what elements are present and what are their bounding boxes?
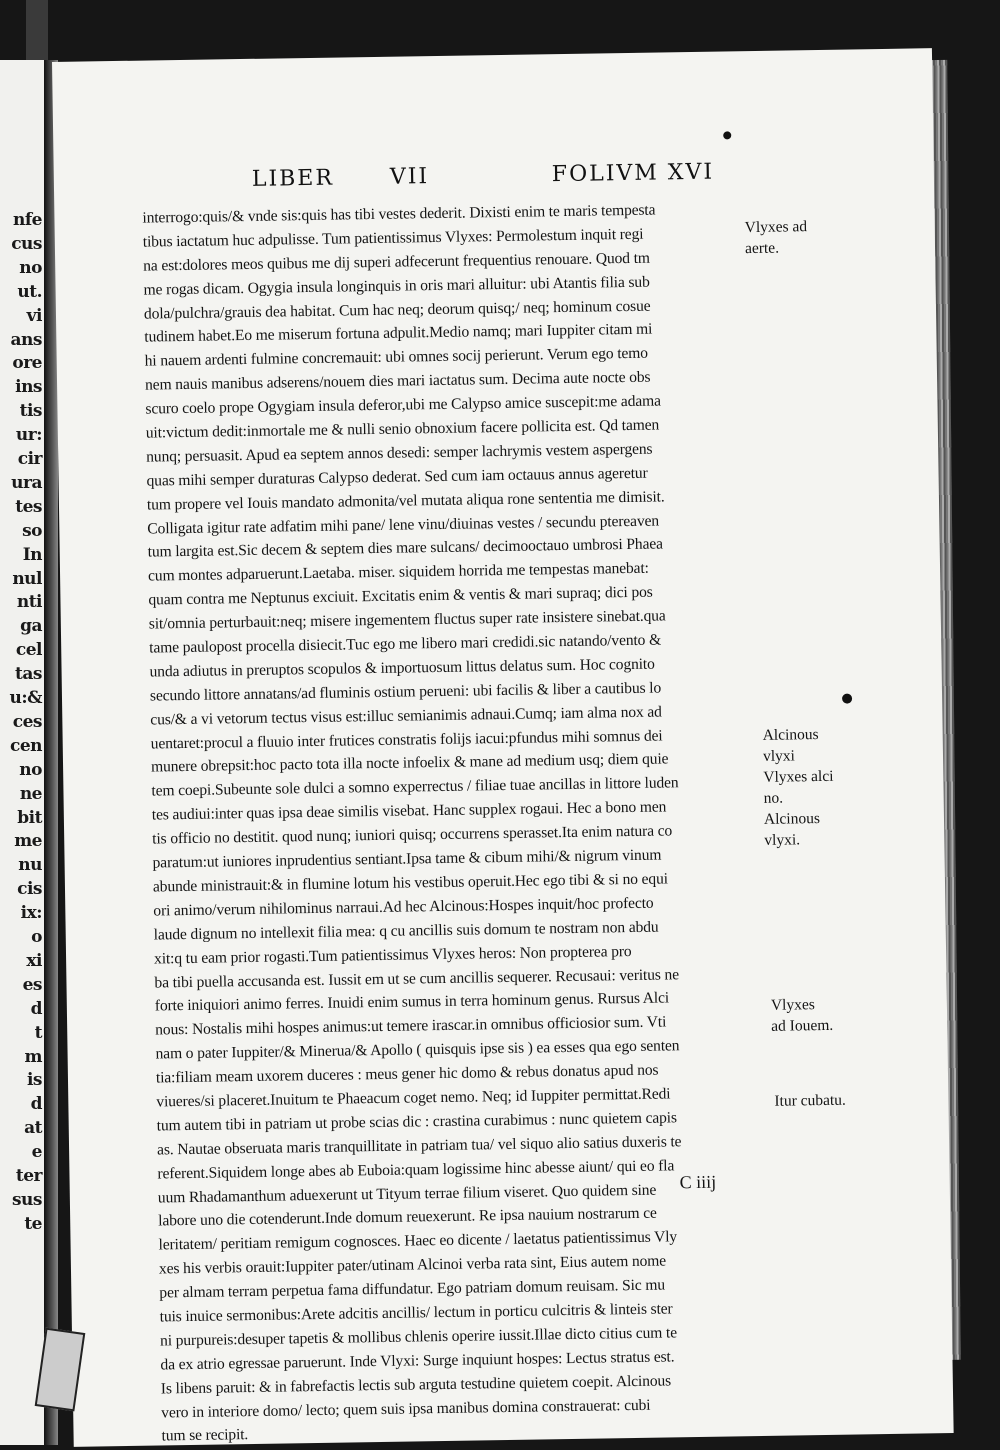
- text-line: tudinem habet.Eo me miserum fortuna adpulit.Medio namq; mari Iuppiter citam mi: [144, 321, 653, 347]
- left-page-text-fragment: nfe: [13, 210, 42, 230]
- left-page-text-fragment: In: [22, 544, 42, 565]
- text-line: nunq; persuasit. Apud ea septem annos desedi: semper lachrymis vestem aspergens: [146, 440, 653, 466]
- text-line: cus/& a vi vetorum tectus visus est:illuc semianimis adnaui.Cumq; iam alma nox ad: [150, 703, 662, 729]
- text-line: tibus iactatum huc adpulisse. Tum patientissimus Vlyxes: Permolestum inquit regi: [142, 225, 644, 251]
- left-page-text-fragment: at: [24, 1118, 42, 1139]
- left-page-text-fragment: tes: [15, 496, 42, 517]
- text-line: interrogo:quis/& vnde sis:quis has tibi vestes dederit. Dixisti enim te maris tempesta: [142, 201, 656, 227]
- left-page-text-fragment: tas: [15, 664, 42, 685]
- marginal-note-line: Vlyxes ad: [744, 218, 808, 237]
- text-line: scuro coelo prope Ogygiam insula deferor,ubi me Calypso amice suscepit:me adama: [145, 392, 661, 418]
- left-page-text-fragment: ga: [20, 616, 42, 637]
- marginal-note-line: Vlyxes: [770, 996, 815, 1014]
- text-line: tum largita est.Sic decem & septem dies mare sulcans/ decimooctauo umbrosi Phaea: [147, 535, 663, 562]
- signature-mark: C iiij: [679, 1171, 717, 1193]
- text-line: tum autem tibi in patriam ut probe scias dic : crastina curabimus : nunc quietem capis: [156, 1109, 677, 1135]
- running-head-book-number: VII: [389, 164, 430, 190]
- text-line: viueres/si placeret.Inuitum te Phaeacum coget nemo. Neq; id Iuppiter permittat.Redi: [156, 1085, 671, 1111]
- text-line: tame paulopost procella disiecit.Tuc ego me libero mari credidi.sic natando/vento &: [149, 631, 662, 657]
- text-line: tum se recipit.: [161, 1426, 249, 1445]
- marginal-note-2: [763, 724, 835, 851]
- left-page-text-fragment: cus: [11, 233, 42, 254]
- text-line: tuis inuice sermonibus:Arete adcitis ancillis/ lectum in porticu culcitris & linteis ster: [159, 1300, 673, 1326]
- text-line: nam o pater Iuppiter/& Minerua/& Apollo ( quisquis ipse sis ) ea esses qua ego senten: [155, 1037, 680, 1063]
- left-page-text-fragment: tis: [19, 401, 42, 422]
- left-page-text-fragment: nti: [16, 592, 42, 613]
- marginal-note-line: vlyxi: [762, 747, 795, 765]
- left-page-text-fragment: ans: [10, 329, 42, 350]
- left-page-text-fragment: xi: [26, 950, 42, 971]
- left-page-text-fragment: cel: [15, 640, 42, 661]
- left-page-text-fragment: so: [22, 520, 42, 541]
- left-page-text-fragment: ins: [15, 377, 42, 398]
- text-line: tum propere vel Iouis mandato admonita/vel mutata aliqua rone sententia me dimisit.: [146, 488, 665, 514]
- left-page-text-fragment: ur:: [15, 425, 42, 446]
- text-line: leritatem/ peritiam remigum cognosces. Haec eo dicente / laetatus patientissimus Vly: [158, 1228, 678, 1254]
- marginal-note-line: no.: [763, 789, 784, 807]
- text-line: Colligata igitur rate adfatim mihi pane/ lene vinu/diuinas vestes / secundu ptereaven: [147, 512, 660, 538]
- text-line: ba tibi puella accusanda est. Iussit em ut se cum ancillis sequerer. Recusaui: veritus ne: [154, 965, 680, 992]
- left-page-text-fragment: bit: [17, 807, 42, 828]
- text-line: as. Nautae obseruata maris tranquillitate in patriam tua/ vel siquo alio satius duxeris te: [156, 1132, 682, 1159]
- ink-spot: [723, 131, 731, 139]
- running-head-folium: FOLIVM XVI: [551, 159, 715, 188]
- text-line: sit/omnia perturbauit:neq; misere ingementem fluctus super rate insistere sinebat.qua: [148, 607, 666, 633]
- left-page-text-fragment: e: [31, 1142, 42, 1163]
- marginal-note-line: ad Iouem.: [771, 1016, 834, 1035]
- text-line: da ex atrio egressae paruerunt. Inde Vlyxi: Surge inquiunt hospes: Lectus stratus est.: [160, 1348, 675, 1374]
- text-line: abunde ministrauit:& in flumine lotum his vestibus operuit.Hec ego tibi & si no equi: [152, 870, 668, 896]
- marginal-note-1: [745, 216, 808, 259]
- text-line: per almam terram perpetua fama diffundatur. Ego patriam domum reuisam. Sic mu: [159, 1276, 666, 1302]
- text-line: tes audiui:inter quas ipsa deae similis visebat. Hanc supplex rogaui. Hec a bono men: [151, 798, 667, 824]
- text-line: hi nauem ardenti fulmine concremauit: ubi omnes socij perierunt. Verum ego temo: [144, 345, 648, 370]
- left-facing-page: [0, 60, 48, 1445]
- right-page: [52, 48, 954, 1447]
- left-page-text-fragment: ore: [12, 353, 42, 374]
- text-line: nous: Nostalis mihi hospes animus:ut temere irascar.in omnibus officiosior sum. Vti: [155, 1013, 667, 1039]
- left-page-text-fragment: cir: [17, 449, 42, 469]
- text-line: tem coepi.Subeunte sole dulci a somno experrectus / filiae tuae ancillas in littore luden: [151, 774, 679, 800]
- left-page-text-fragment: cis: [17, 879, 42, 900]
- ink-spot: [842, 694, 852, 704]
- left-page-text-fragment: sus: [11, 1189, 42, 1210]
- text-line: uit:victum dedit:inmortale me & nulli senio obnoxium facere pollicita est. Qd tamen: [145, 416, 660, 442]
- marginal-note-line: Alcinous: [762, 726, 819, 744]
- left-page-text-fragment: vi: [26, 305, 42, 326]
- text-line: ni purpureis:desuper tapetis & mollibus chlenis operire iussit.Illae dicto citius cum te: [159, 1324, 678, 1350]
- text-line: na est:dolores meos quibus me dij superi adfecerunt frequentius renouare. Quod tm: [143, 249, 650, 275]
- text-line: uentaret:procul a fluuio inter frutices constratis folijs iacui:pfundus mihi somnus dei: [150, 727, 663, 753]
- text-line: tis officio no destitit. quod nunq; iuniori quisq; occurrens sperasset.Ita enim natura co: [152, 822, 673, 848]
- marginal-note-line: Alcinous: [763, 810, 821, 828]
- text-line: quas mihi semper duraturas Calypso dederat. Sed cum iam octauus annus ageretur: [146, 464, 648, 490]
- text-line: labore uno die cotenderunt.Inde domum reuexerunt. Re ipsa nauium nostrarum ce: [158, 1205, 657, 1230]
- left-page-text-fragment: d: [30, 998, 42, 1019]
- text-line: uum Rhadamanthum aduexerunt ut Tityum terrae filium viseret. Quo quidem sine: [157, 1181, 657, 1206]
- text-line: Is libens paruit: & in fabrefactis lectis sub arguta testudine quietem coepit. Alcinous: [160, 1372, 672, 1398]
- text-line: unda adiutus in preruptos scopulos & importuosum littus delatus sum. Hoc cognito: [149, 655, 655, 681]
- marginal-note-3: [771, 994, 834, 1037]
- left-page-text-fragment: d: [30, 1094, 42, 1115]
- text-line: tia:filiam meam uxorem duceres : meus gener hic domo & rebus donatus apud nos: [155, 1061, 659, 1087]
- text-line: referent.Siquidem longe abes ab Euboia:quam logissime hinc abesse aiunt/ qui eo fla: [157, 1156, 675, 1183]
- marginal-note-line: aerte.: [744, 239, 780, 258]
- left-page-text-fragment: ne: [19, 783, 42, 804]
- left-page-text-fragment: me: [14, 831, 42, 852]
- text-line: paratum:ut iuniores inprudentius sentiant.Ipsa tame & cibum mihi/& nigrum vinum: [152, 846, 662, 872]
- text-line: dola/pulchra/grauis dea habitat. Cum hac neq; deorum quisq;/ neq; hominum cosue: [143, 297, 651, 323]
- left-page-text-fragment: ut.: [17, 281, 42, 302]
- left-page-text-fragment: es: [22, 974, 42, 995]
- body-text: [142, 197, 766, 1449]
- marginal-note-line: Itur cubatu.: [774, 1091, 846, 1110]
- text-line: secundo littore annatans/ad fluminis ostium perueni: ubi facilis & liber a cautibus lo: [149, 679, 662, 705]
- text-line: munere obrepsit:hoc pacto tota illa nocte infoelix & mane ad medium usq; diem quie: [150, 750, 669, 777]
- text-line: xes his verbis orauit:Iuppiter pater/utinam Alcinoi verba rata sint, Eius autem nome: [158, 1252, 667, 1278]
- left-page-text-fragment: is: [26, 1070, 42, 1091]
- left-page-text-fragment: ter: [15, 1166, 42, 1186]
- text-line: forte iniquiori animo ferres. Inuidi enim sumus in terra hominum genus. Rursus Alci: [154, 989, 670, 1015]
- running-head: [252, 159, 753, 203]
- left-page-text-fragment: m: [24, 1046, 42, 1067]
- left-page-text-fragment: ura: [11, 472, 42, 493]
- left-page-text-fragment: o: [31, 927, 42, 947]
- text-line: xit:q tu eam prior rogasti.Tum patientissimus Vlyxes heros: Non propterea pro: [153, 942, 632, 968]
- left-page-text-fragment: nu: [18, 855, 42, 876]
- left-page-text-fragment: no: [19, 257, 42, 278]
- left-page-text-fragment: cen: [9, 735, 42, 756]
- text-line: cum montes adparuerunt.Laetaba. miser. siquidem horrida me tempestas manebat:: [147, 560, 649, 585]
- left-page-text-fragment: nul: [12, 568, 42, 589]
- left-page-text-fragment: ix:: [20, 903, 42, 924]
- marginal-note-line: vlyxi.: [764, 831, 801, 849]
- marginal-note-4: [774, 1090, 846, 1112]
- marginal-note-line: Vlyxes alci: [763, 767, 834, 786]
- running-head-liber: LIBER: [251, 165, 335, 192]
- left-page-text-fragment: no: [19, 759, 42, 780]
- text-line: vero in interiore domo/ lecto; quem suis ipsa manibus domina constrauerat: cubi: [161, 1396, 651, 1421]
- text-line: laude dignum no intellexit filia mea: q cu ancillis suis domum te nostram non abdu: [153, 918, 659, 944]
- left-page-text-fragment: t: [34, 1022, 42, 1043]
- text-line: quam contra me Neptunus exciuit. Excitatis enim & ventis & mari supraq; dici pos: [148, 583, 653, 609]
- left-page-text-fragment: te: [24, 1213, 42, 1234]
- text-line: me rogas dicam. Ogygia insula longinquis in oris mari alluitur: ubi Atantis filia sub: [143, 273, 650, 299]
- text-line: nem nauis manibus adserens/nouem dies mari iactatus sum. Decima aute nocte obs: [144, 368, 651, 394]
- left-page-text-fragment: ces: [12, 711, 42, 732]
- text-line: ori animo/verum nihilominus narraui.Ad hec Alcinous:Hospes inquit/hoc profecto: [153, 894, 654, 920]
- left-page-text-fragment: u:&: [9, 688, 42, 708]
